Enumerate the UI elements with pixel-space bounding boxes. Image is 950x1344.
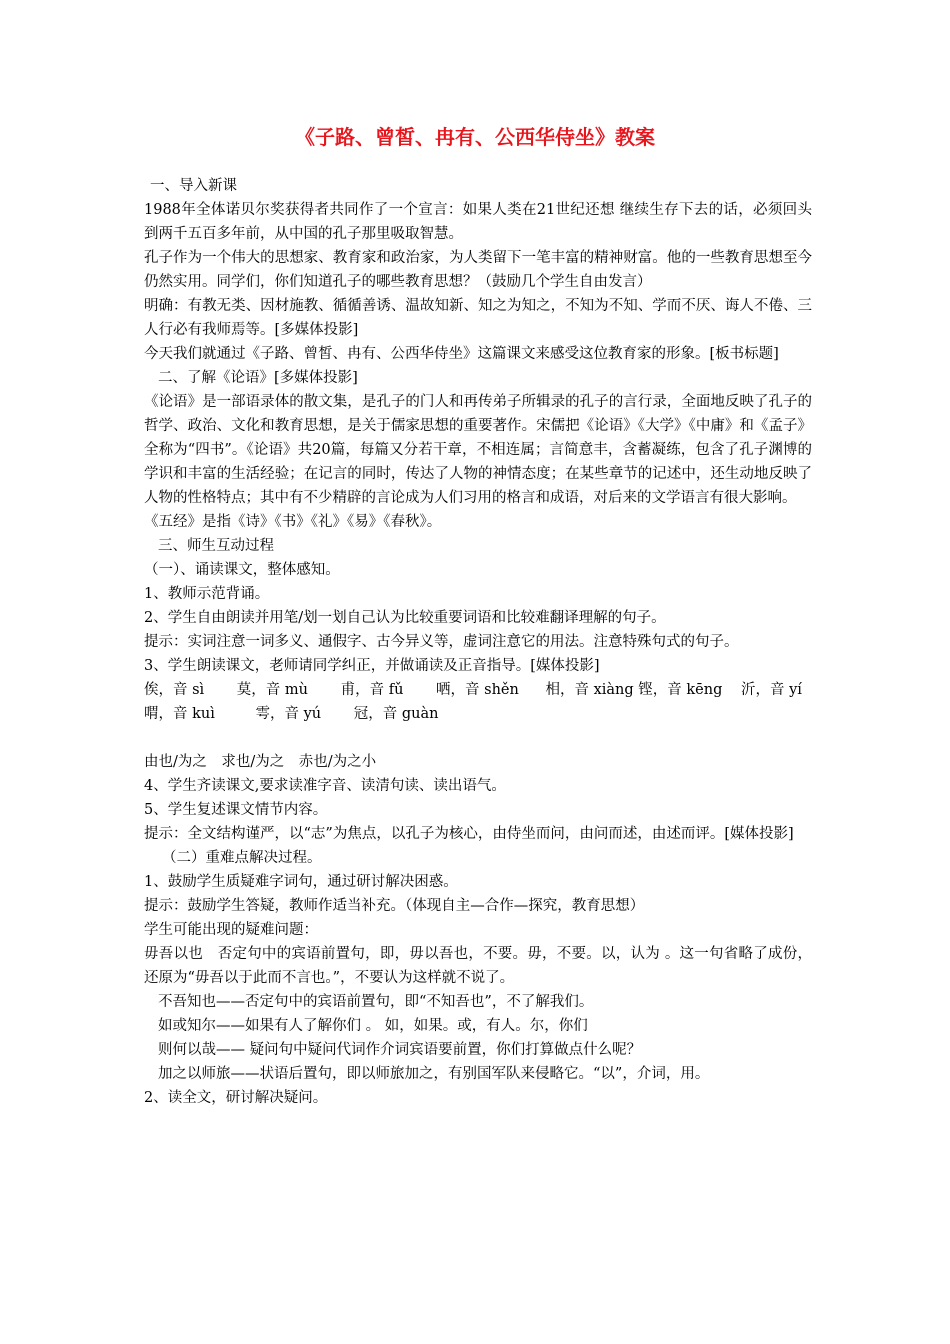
question-item: 毋吾以也 否定句中的宾语前置句，即，毋以吾也，不要。毋，不要。以，认为 。这一句省略了成份，还原为“毋吾以于此而不言也。”，不要认为这样就不说了。	[144, 946, 812, 986]
page-title: 《子路、曾皙、冉有、公西华侍坐》教案	[295, 125, 655, 149]
step-item: 5、学生复述课文情节内容。	[144, 802, 328, 818]
question-item: 则何以哉—— 疑问句中疑问代词作介词宾语要前置，你们打算做点什么呢？	[158, 1042, 642, 1058]
document-body	[144, 174, 812, 1110]
step-item: 3、学生朗读课文，老师请同学纠正，并做诵读及正音指导。[媒体投影]	[144, 658, 600, 674]
hint-text: 提示：实词注意一词多义、通假字、古今异义等，虚词注意它的用法。注意特殊句式的句子。	[144, 634, 739, 650]
question-item: 加之以师旅——状语后置句，即以师旅加之，有别国军队来侵略它。“以”，介词，用。	[158, 1066, 710, 1082]
question-item: 如或知尔——如果有人了解你们 。 如，如果。或，有人。尔，你们	[158, 1018, 588, 1034]
paragraph: 《论语》是一部语录体的散文集，是孔子的门人和再传弟子所辑录的孔子的言行录，全面地反映了孔子的哲学、政治、文化和教育思想，是关于儒家思想的重要著作。宋儒把《论语》《大学》《中庸》和《孟子》全称为“四书”。《论语》共20篇，每篇又分若干章，不相连属；言简意丰，含蓄凝练，包含了孔子渊博的学识和丰富的生活经验；在记言的同时，传达了人物的神情态度；在某些章节的记述中，还生动地反映了人物的性格特点；其中有不少精辟的言论成为人们习用的格言和成语，对后来的文学语言有很大影响。	[144, 394, 812, 506]
section-heading-intro: 一、导入新课	[150, 178, 237, 194]
pronunciation-item: 莫，音 mù	[236, 682, 308, 698]
step-item: 1、教师示范背诵。	[144, 586, 270, 602]
hint-text: 提示：全文结构谨严，以“志”为焦点，以孔子为核心，由侍坐而问，由问而述，由述而评。[媒体投影]	[144, 826, 794, 842]
pronunciation-row	[144, 678, 812, 702]
paragraph: 孔子作为一个伟大的思想家、教育家和政治家，为人类留下一笔丰富的精神财富。他的一些教育思想至今仍然实用。同学们，你们知道孔子的哪些教育思想？（鼓励几个学生自由发言）	[144, 250, 812, 290]
paragraph: 明确：有教无类、因材施教、循循善诱、温故知新、知之为知之，不知为不知、学而不厌、诲人不倦、三人行必有我师焉等。[多媒体投影]	[144, 298, 812, 338]
paragraph: 今天我们就通过《子路、曾皙、冉有、公西华侍坐》这篇课文来感受这位教育家的形象。[板书标题]	[144, 346, 779, 362]
pronunciation-item: 甫，音 fǔ	[340, 682, 404, 698]
pronunciation-item: 冠，音 guàn	[353, 706, 439, 722]
step-item: 4、学生齐读课文,要求读准字音、读清句读、读出语气。	[144, 778, 506, 794]
pronunciation-item: 喟，音 kuì	[144, 706, 215, 722]
hint-text: 提示：鼓励学生答疑，教师作适当补充。（体现自主—合作—探究，教育思想）	[144, 898, 645, 914]
paragraph: 《五经》是指《诗》《书》《礼》《易》《春秋》。	[144, 514, 442, 530]
pronunciation-item: 雩，音 yú	[255, 706, 322, 722]
subsection-heading: （二）重难点解决过程。	[162, 850, 322, 866]
paragraph: 1988年全体诺贝尔奖获得者共同作了一个宣言：如果人类在21世纪还想 继续生存下去的话，必须回头到两千五百多年前，从中国的孔子那里吸取智慧。	[144, 202, 812, 242]
subsection-heading: （一）、诵读课文，整体感知。	[144, 562, 340, 578]
step-item: 2、学生自由朗读并用笔/划一划自己认为比较重要词语和比较难翻译理解的句子。	[144, 610, 666, 626]
pronunciation-item: 哂，音 shěn	[436, 682, 519, 698]
pronunciation-row	[144, 702, 812, 726]
section-heading-interaction: 三、师生互动过程	[158, 538, 274, 554]
section-heading-lunyu: 二、了解《论语》[多媒体投影]	[158, 370, 358, 386]
pronunciation-item: 铿，音 kēng	[638, 682, 723, 698]
question-item: 不吾知也——否定句中的宾语前置句，即“不知吾也”，不了解我们。	[158, 994, 594, 1010]
pronunciation-item: 沂，音 yí	[741, 682, 802, 698]
step-item: 1、鼓励学生质疑难字词句，通过研讨解决困惑。	[144, 874, 458, 890]
paragraph: 学生可能出现的疑难问题：	[144, 922, 318, 938]
pause-marks-line: 由也/为之 求也/为之 赤也/为之小	[144, 754, 377, 770]
pronunciation-item: 俟，音 sì	[144, 682, 205, 698]
pronunciation-item: 相，音 xiàng	[545, 682, 634, 698]
step-item: 2、读全文，研讨解决疑问。	[144, 1090, 328, 1106]
